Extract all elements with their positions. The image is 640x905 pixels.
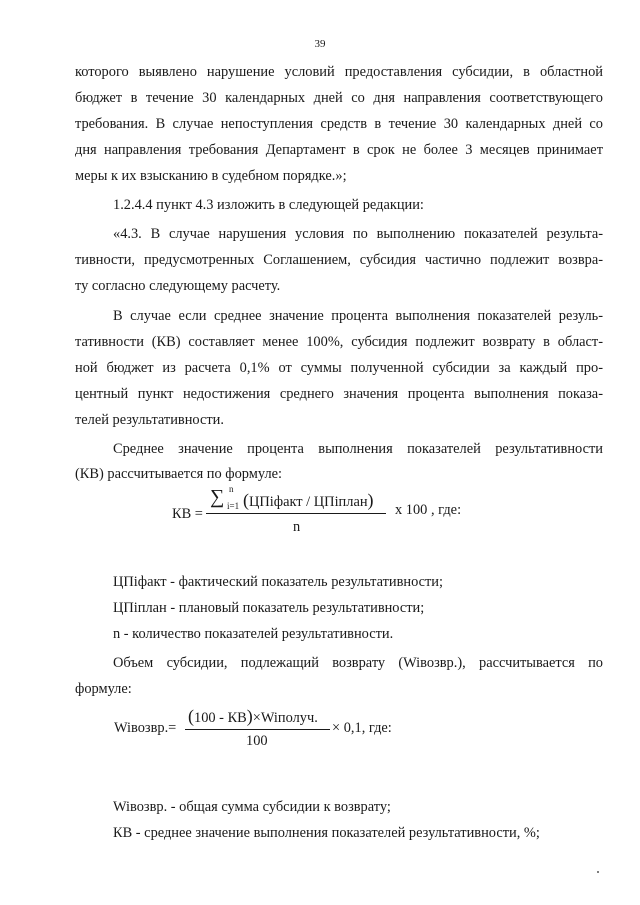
formula-denominator: 100 xyxy=(246,733,268,749)
para-line: «4.3. В случае нарушения условия по выполнению показателей результа- xyxy=(113,226,603,242)
sum-upper-limit: n xyxy=(229,484,234,494)
para-line: В случае если среднее значение процента выполнения показателей резуль- xyxy=(113,308,603,324)
definition: ЦПiплан - плановый показатель результативности; xyxy=(113,600,425,616)
para-line: дня направления требования Департамент в срок не более 3 месяцев принимает xyxy=(75,142,603,158)
formula-denominator: n xyxy=(293,519,301,535)
formula-tail: × 0,1, где: xyxy=(332,720,392,736)
formula-lhs: Wiвозвр.= xyxy=(114,720,177,736)
definition: n - количество показателей результативности. xyxy=(113,626,394,642)
sum-symbol: ∑ xyxy=(210,486,225,508)
formula-tail: x 100 , где: xyxy=(395,502,462,518)
para-line: бюджет в течение 30 календарных дней со дня направления соответствующего xyxy=(75,90,603,106)
definition: ЦПiфакт - фактический показатель результативности; xyxy=(113,574,444,590)
formula-numerator: (100 - КВ)×Wiполуч. xyxy=(188,706,318,726)
para-line: Объем субсидии, подлежащий возврату (Wiвозвр.), рассчитывается по xyxy=(113,655,603,671)
para-line: (КВ) рассчитывается по формуле: xyxy=(75,466,283,482)
definition: КВ - среднее значение выполнения показателей результативности, %; xyxy=(113,825,540,841)
para-line: ной бюджет из расчета 0,1% от суммы полученной субсидии за каждый про- xyxy=(75,360,603,376)
scan-speck xyxy=(597,871,599,873)
page-number: 39 xyxy=(314,38,326,50)
para-line: тивности, предусмотренных Соглашением, субсидия частично подлежит возвра- xyxy=(75,252,603,268)
para-line: центный пункт недостижения среднего значения процента выполнения показа- xyxy=(75,386,603,402)
para-line: тативности (КВ) составляет менее 100%, субсидия подлежит возврату в област- xyxy=(75,334,603,350)
formula-lhs: КВ = xyxy=(172,506,203,522)
sum-lower-limit: i=1 xyxy=(227,501,240,511)
para-line: которого выявлено нарушение условий предоставления субсидии, в областной xyxy=(75,64,603,80)
para-line: ту согласно следующему расчету. xyxy=(75,278,281,294)
definition: Wiвозвр. - общая сумма субсидии к возврату; xyxy=(113,799,391,815)
clause-heading: 1.2.4.4 пункт 4.3 изложить в следующей редакции: xyxy=(113,197,424,213)
formula-numerator: (ЦПiфакт / ЦПiплан) xyxy=(243,490,374,510)
fraction-bar xyxy=(206,513,386,514)
fraction-bar xyxy=(185,729,330,730)
para-line: формуле: xyxy=(75,681,132,697)
para-line: меры к их взысканию в судебном порядке.»; xyxy=(75,168,347,184)
para-line: требования. В случае непоступления средств в течение 30 календарных дней со xyxy=(75,116,603,132)
para-line: телей результативности. xyxy=(75,412,224,428)
para-line: Среднее значение процента выполнения показателей результативности xyxy=(113,441,603,457)
